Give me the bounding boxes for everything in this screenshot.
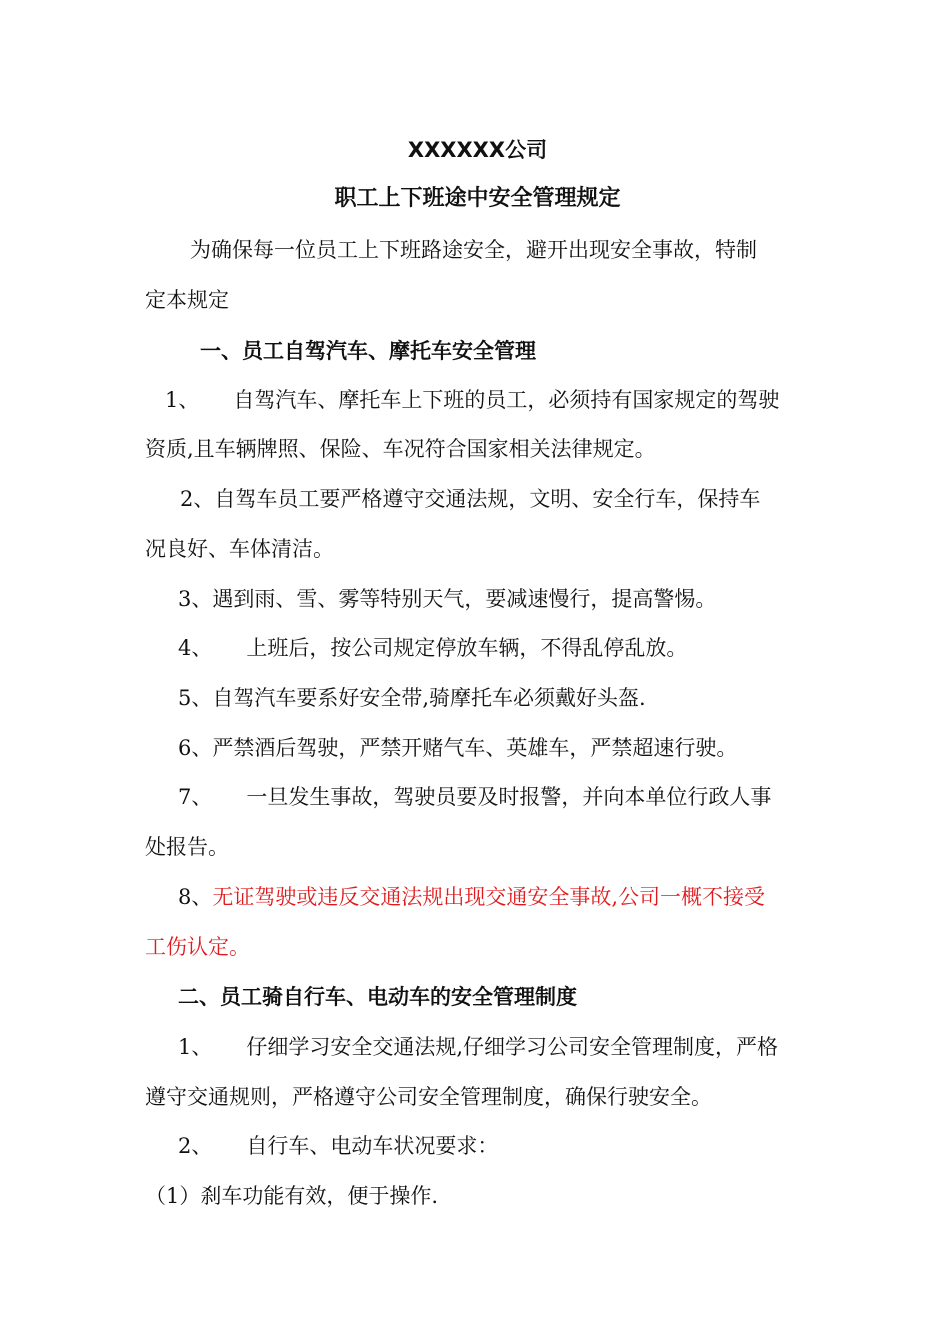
section-2-heading: 二、员工骑自行车、电动车的安全管理制度 — [178, 985, 577, 1009]
item-number: 8、 — [178, 885, 213, 909]
section-1-item-8-line-2: 工伤认定。 — [145, 935, 250, 959]
item-text: 一旦发生事故，驾驶员要及时报警，并向本单位行政人事 — [246, 785, 772, 809]
section-1-item-5: 5、自驾汽车要系好安全带,骑摩托车必须戴好头盔. — [178, 686, 646, 710]
section-2-item-2 — [178, 1131, 810, 1161]
section-2-sub-item-1: （1）刹车功能有效，便于操作. — [145, 1184, 439, 1208]
company-name: XXXXXX公司 — [407, 138, 548, 162]
intro-line-1: 为确保每一位员工上下班路途安全，避开出现安全事故，特制 — [190, 238, 757, 262]
section-1-item-4 — [178, 633, 810, 663]
section-1-item-2-line-2: 况良好、车体清洁。 — [145, 537, 334, 561]
section-1-item-3: 3、遇到雨、雪、雾等特别天气，要减速慢行，提高警惕。 — [178, 587, 717, 611]
item-number: 1、 — [178, 1035, 213, 1059]
section-2-item-1-line-1 — [178, 1032, 810, 1062]
item-number: 7、 — [178, 785, 213, 809]
section-1-item-2-line-1: 2、自驾车员工要严格遵守交通法规，文明、安全行车，保持车 — [180, 487, 761, 511]
section-1-item-8-line-1 — [178, 882, 810, 912]
item-text: 自行车、电动车状况要求： — [246, 1134, 499, 1158]
section-1-item-1-line-1 — [165, 385, 810, 415]
section-1-item-1-line-2: 资质,且车辆牌照、保险、车况符合国家相关法律规定。 — [145, 437, 656, 461]
section-1-heading: 一、员工自驾汽车、摩托车安全管理 — [200, 339, 536, 363]
intro-line-2: 定本规定 — [145, 288, 229, 312]
document-title: 职工上下班途中安全管理规定 — [334, 186, 621, 211]
section-1-item-7-line-2: 处报告。 — [145, 835, 229, 859]
section-1-item-6: 6、严禁酒后驾驶，严禁开赌气车、英雄车，严禁超速行驶。 — [178, 736, 738, 760]
section-1-item-7-line-1 — [178, 782, 810, 812]
item-text: 仔细学习安全交通法规,仔细学习公司安全管理制度，严格 — [246, 1035, 779, 1059]
item-text: 上班后，按公司规定停放车辆，不得乱停乱放。 — [246, 636, 688, 660]
item-text: 自驾汽车、摩托车上下班的员工，必须持有国家规定的驾驶 — [233, 388, 780, 412]
item-number: 4、 — [178, 636, 213, 660]
section-2-item-1-line-2: 遵守交通规则，严格遵守公司安全管理制度，确保行驶安全。 — [145, 1085, 712, 1109]
item-text-highlight: 无证驾驶或违反交通法规出现交通安全事故,公司一概不接受 — [212, 885, 766, 909]
item-number: 2、 — [178, 1134, 213, 1158]
item-number: 1、 — [165, 388, 200, 412]
